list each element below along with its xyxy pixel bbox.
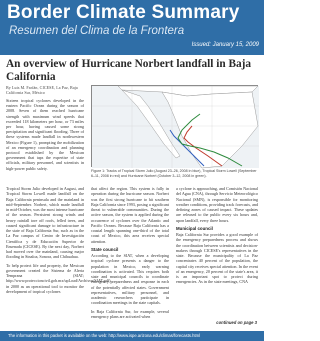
header-banner bbox=[0, 0, 264, 55]
publication-subtitle: Resumen del Clima de la Frontera bbox=[9, 25, 185, 37]
footer-link-text[interactable]: The information in this packet is available on the web: http://www.ispe.arizona.edu/climas/forecasts.html bbox=[8, 333, 201, 338]
paragraph: a cyclone is approaching, and Comisión Nacional del Agua (CNA), through Servicio Meteorológico Nacional (SMN), is responsible for monitoring weather conditions, providing track forecasts, and defining zones of caused impact. These updates are released to the public every six hours and, upon landfall, every three hours. bbox=[176, 186, 258, 223]
paragraph: To help protect life and property, the Mexican government created the Sistema de Alerta Temprana (SIAT; http://www.proteccioncivil.gob.mx/upLoad/Archivos/SIAT.pdf) in 2000 as an operational tool to monitor the development of tropical cyclones bbox=[6, 262, 111, 294]
paragraph: According to the SIAT, when a developing tropical cyclone presents a danger to the population in Mexico, early warning coordination is activated. This requires both state and municipal councils to coordinate emergency preparedness and response in each of the potentially affected states. Government representatives, military personnel, and academic researchers participate in coordination meetings in the state capitals. bbox=[91, 253, 169, 306]
article-column-2 bbox=[91, 186, 169, 322]
article-byline: By Luis M. Farfán, CICESE, La Paz, Baja California Sur, México bbox=[6, 85, 78, 95]
figure-caption: Figure 1: Tracks of Tropical Storm Julio (August 23–26, 2008 in blue), Tropical Storm Lowell (September 6–11, 2008 in red) and Hurricane Norbert (October 3–12, 2008 in green). bbox=[91, 169, 257, 178]
section-heading-municipal-council: Municipal council bbox=[176, 225, 213, 231]
article-column-3 bbox=[176, 186, 258, 288]
article-intro: Sixteen tropical cyclones developed in the eastern Pacific Ocean during the season of 2008. Seven of them reached hurricane strength with maximum wind speeds that exceeded 118 kilometers per hour, or 73 miles per hour, having caused some strong precipitation and significant flooding. Three of these systems made landfall in northwestern Mexico (Figure 1), prompting the mobilization of an emergency coordination and planning protocol established by the Mexican government that taps the expertise of state officials, military personnel, and scientists in high-power public safety. bbox=[6, 98, 84, 171]
paragraph: that affect the region. This system is fully in operation during the hurricane season. Norbert was the first strong hurricane to hit southern Baja California since 1993, posing a significant threat to vulnerable communities. During the active season, the system is applied during the occurrence of cyclones over the Atlantic and Pacific Oceans. Because Baja California has a coastal length spanning one-third of the total coast of Mexico, this area receives special attention. bbox=[91, 186, 169, 244]
paragraph: Tropical Storm Julio developed in August, and Tropical Storm Lowell made landfall on the Baja California peninsula and the mainland in mid-September. Norbert, which made landfall in mid-October, was the most intense hurricane of the season. Persistent strong winds and heavy rainfall tore off roofs, felled trees, and caused significant damage to infrastructure in the state of Baja California Sur, such as in the La Paz campus of Centro de Investigación Científica y de Educación Superior de Ensenada (CICESE). By the next day, Norbert had moved over the mainland, causing major flooding in Sinaloa, Sonora, and Chihuahua. bbox=[6, 186, 84, 260]
paragraph: In Baja California Sur, for example, several emergency plans are activated when bbox=[91, 308, 169, 319]
footer-bar bbox=[0, 331, 264, 341]
issue-date: Issued: January 15, 2009 bbox=[191, 42, 259, 48]
publication-title: Border Climate Summary bbox=[7, 2, 240, 23]
section-heading-state-council: State council bbox=[91, 246, 119, 252]
continued-note: continued on page 3 bbox=[216, 320, 257, 325]
storm-track-map bbox=[92, 86, 259, 168]
article-headline: An overview of Hurricane Norbert landfall in Baja California bbox=[6, 58, 252, 83]
figure-map bbox=[91, 85, 258, 167]
paragraph: Baja California Sur provides a good example of the emergency preparedness process and shows the coordination between scientists and decision-makers through CICESE's representatives in the state. Because the municipality of La Paz concentrates 40 percent of the population, the capital city receives special attention. In the event of an emergency, 20 percent of the state's area, it is an important spot to protect during emergencies. As in the state meetings, CNA bbox=[176, 232, 258, 285]
